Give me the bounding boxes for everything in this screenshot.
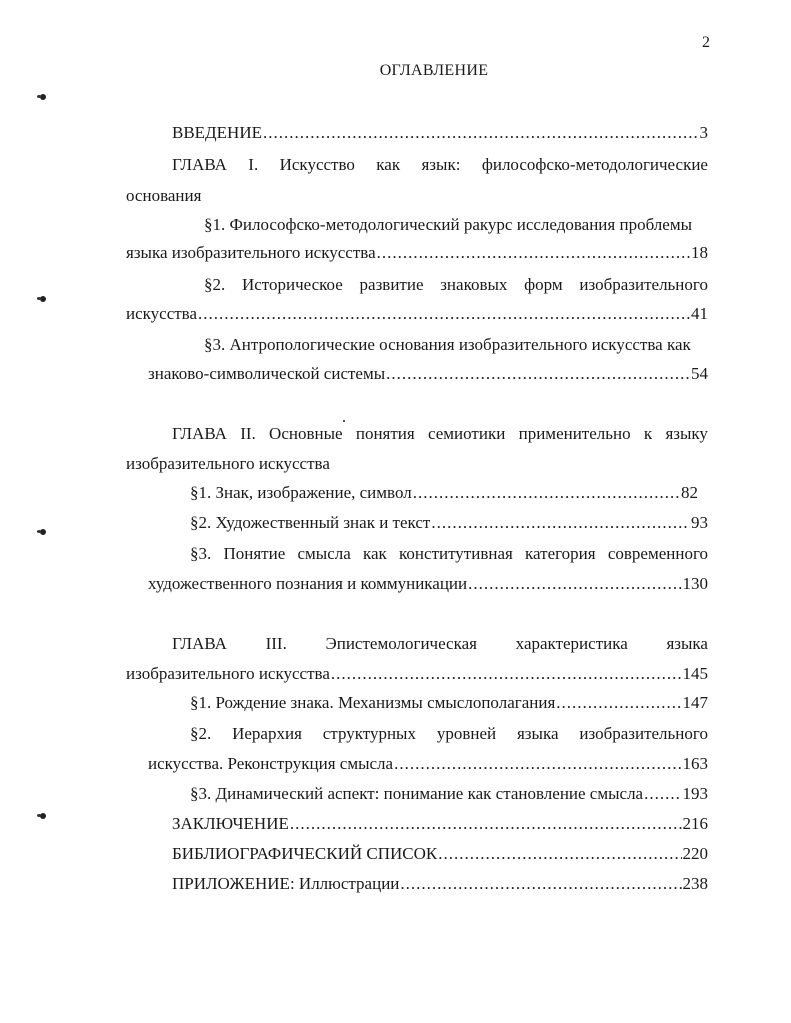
dot-leader <box>644 784 681 804</box>
scan-speck <box>343 420 345 422</box>
toc-title: искусства <box>126 304 198 323</box>
toc-page: 238 <box>682 874 708 893</box>
dot-leader <box>331 664 682 684</box>
toc-entry-ch3-sec1[interactable] <box>190 693 708 713</box>
toc-title: ВВЕДЕНИЕ <box>172 123 262 142</box>
toc-entry-bibliography[interactable] <box>172 844 708 864</box>
toc-entry-ch1-sec2-line1: §2. Историческое развитие знаковых форм изобразительного <box>204 275 708 294</box>
scan-speck <box>40 529 46 535</box>
dot-leader <box>413 483 680 503</box>
toc-entry-ch1-sec1[interactable] <box>126 243 708 263</box>
toc-entry-ch2-sec3[interactable] <box>148 574 708 594</box>
page-title: ОГЛАВЛЕНИЕ <box>379 62 489 79</box>
chapter-2-heading-cont: изобразительного искусства <box>126 454 330 473</box>
scan-speck <box>40 813 46 819</box>
toc-entry-ch2-sec2[interactable] <box>190 513 708 533</box>
toc-entry-ch1-sec3-line1: §3. Антропологические основания изобразительного искусства как <box>204 335 691 354</box>
toc-page: 18 <box>691 243 708 262</box>
toc-entry-ch2-sec1[interactable] <box>190 483 698 503</box>
toc-entry-conclusion[interactable] <box>172 814 708 834</box>
chapter-3-heading: ГЛАВА III. Эпистемологическая характеристика языка <box>172 634 708 653</box>
toc-page: 41 <box>691 304 708 323</box>
toc-page: 220 <box>682 844 708 863</box>
toc-entry-ch3[interactable] <box>126 664 708 684</box>
toc-entry-ch3-sec2[interactable] <box>148 754 708 774</box>
dot-leader <box>263 123 699 143</box>
dot-leader <box>431 513 690 533</box>
dot-leader <box>438 844 681 864</box>
dot-leader <box>290 814 682 834</box>
toc-entry-ch3-sec2-line1: §2. Иерархия структурных уровней языка изобразительного <box>190 724 708 743</box>
dot-leader <box>377 243 690 263</box>
scan-speck <box>40 94 46 100</box>
toc-title: §2. Художественный знак и текст <box>190 513 431 532</box>
toc-entry-ch1-sec1-line1: §1. Философско-методологический ракурс исследования проблемы <box>204 215 693 234</box>
toc-entry-ch2-sec3-line1: §3. Понятие смысла как конститутивная категория современного <box>190 544 708 563</box>
toc-title: ПРИЛОЖЕНИЕ: Иллюстрации <box>172 874 400 893</box>
toc-page: 145 <box>682 664 708 683</box>
toc-title: искусства. Реконструкция смысла <box>148 754 394 773</box>
dot-leader <box>198 304 690 324</box>
toc-title: художественного познания и коммуникации <box>148 574 468 593</box>
toc-title: изобразительного искусства <box>126 664 330 683</box>
chapter-2-heading: ГЛАВА II. Основные понятия семиотики применительно к языку <box>172 424 708 443</box>
dot-leader <box>386 364 690 384</box>
toc-title: БИБЛИОГРАФИЧЕСКИЙ СПИСОК <box>172 844 438 863</box>
toc-entry-ch1-sec3[interactable] <box>148 364 708 384</box>
toc-page: 54 <box>691 364 708 383</box>
toc-entry-intro[interactable] <box>172 123 708 143</box>
chapter-1-heading-cont: основания <box>126 186 202 205</box>
toc-page: 3 <box>699 123 708 142</box>
toc-page: 163 <box>682 754 708 773</box>
toc-page: 193 <box>682 784 708 803</box>
toc-title: ЗАКЛЮЧЕНИЕ <box>172 814 289 833</box>
toc-page: 93 <box>691 513 708 532</box>
dot-leader <box>394 754 681 774</box>
toc-entry-ch1-sec2[interactable] <box>126 304 708 324</box>
dot-leader <box>468 574 681 594</box>
toc-title: §1. Знак, изображение, символ <box>190 483 412 502</box>
scan-speck <box>40 296 46 302</box>
toc-page: 130 <box>682 574 708 593</box>
toc-page: 216 <box>682 814 708 833</box>
toc-entry-appendix[interactable] <box>172 874 708 894</box>
chapter-1-heading: ГЛАВА I. Искусство как язык: философско-методологические <box>172 155 708 174</box>
dot-leader <box>400 874 681 894</box>
toc-title: §1. Рождение знака. Механизмы смыслополагания <box>190 693 556 712</box>
page-number: 2 <box>702 34 710 51</box>
toc-title: языка изобразительного искусства <box>126 243 376 262</box>
toc-title: §3. Динамический аспект: понимание как становление смысла <box>190 784 644 803</box>
toc-title: знаково-символической системы <box>148 364 386 383</box>
dot-leader <box>556 693 681 713</box>
toc-page: 82 <box>681 483 698 502</box>
toc-page: 147 <box>682 693 708 712</box>
toc-entry-ch3-sec3[interactable] <box>190 784 708 804</box>
